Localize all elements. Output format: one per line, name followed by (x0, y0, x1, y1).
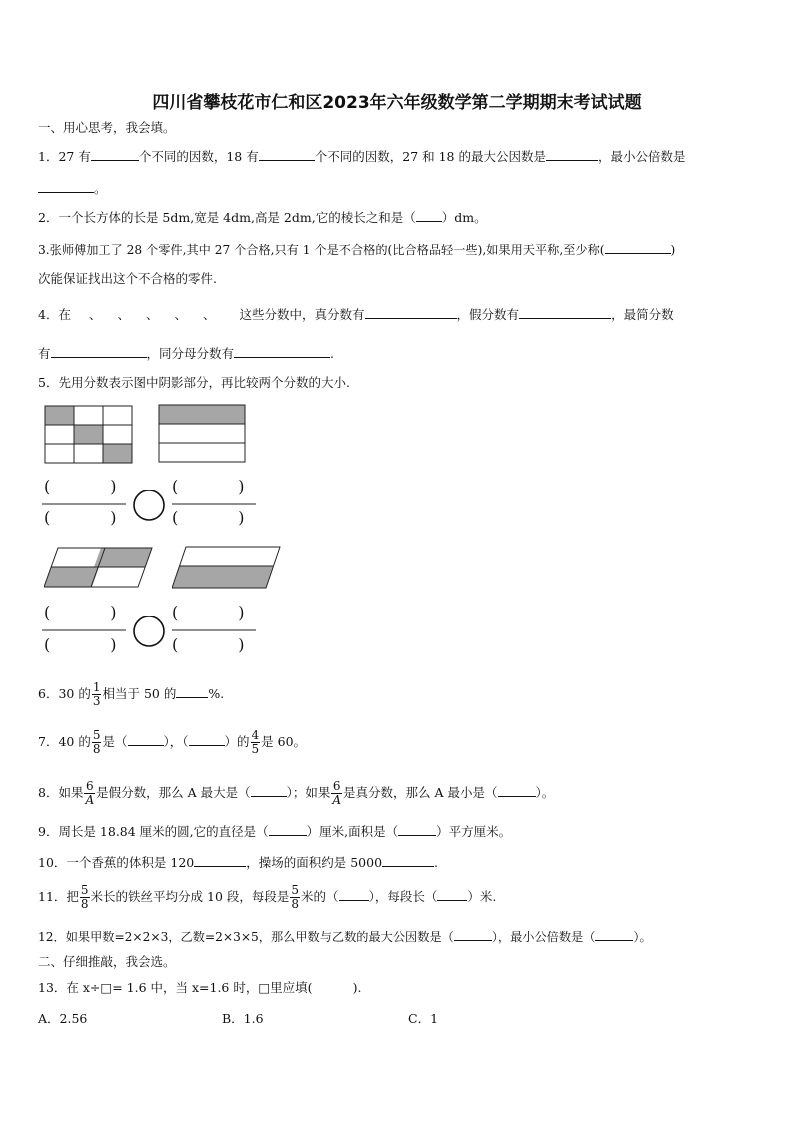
fraction: $\frac{1}{3}$ (92, 680, 101, 708)
answer-fraction-right-2-den: ( ) (172, 635, 245, 654)
question-3: 3.张师傅加工了 28 个零件,其中 27 个合格,只有 1 个是不合格的(比合格品轻一些),如果用天平称,至少称( ) (38, 240, 675, 258)
compare-row-1 (40, 490, 265, 530)
question-2: 2．一个长方体的长是 5dm,宽是 4dm,高是 2dm,它的棱长之和是（ ）dm。 (38, 210, 487, 225)
question-9: 9．周长是 18.84 厘米的圆,它的直径是（ ）厘米,面积是（ ）平方厘米。 (38, 824, 512, 839)
strip-figure (158, 404, 248, 464)
question-4-cont: 有 ，同分母分数有 . (38, 346, 335, 361)
question-10: 10．一个香蕉的体积是 120 ，操场的面积约是 5000 . (38, 855, 439, 870)
compare-circle[interactable] (134, 616, 164, 646)
question-12: 12．如果甲数=2×2×3，乙数=2×3×5，那么甲数与乙数的最大公因数是（ ），最小公倍数是（ ）。 (38, 927, 652, 945)
option-a[interactable]: A．2.56 (38, 1011, 88, 1026)
shaded-part (172, 566, 273, 588)
shaded-cell (103, 444, 132, 463)
answer-fraction-left-1: ( ) (44, 477, 117, 496)
answer-fraction-right-1-den: ( ) (172, 508, 245, 527)
shaded-part (44, 567, 99, 587)
fraction: $\frac{6}{A}$ (85, 779, 95, 807)
grid-figure (44, 405, 134, 465)
question-1-cont: 。 (38, 179, 107, 197)
fraction: $\frac{5}{8}$ (80, 883, 89, 911)
answer-fraction-left-2: ( ) (44, 603, 117, 622)
answer-fraction-left-1-den: ( ) (44, 508, 117, 527)
section-heading-2: 二、仔细推敲，我会选。 (38, 954, 176, 969)
fraction: $\frac{6}{A}$ (332, 779, 342, 807)
option-b[interactable]: B．1.6 (222, 1011, 264, 1026)
fraction: $\frac{5}{8}$ (92, 728, 101, 756)
question-6: 6．30 的 $\frac{1}{3}$ 相当于 50 的 %. (38, 680, 225, 708)
option-c[interactable]: C．1 (408, 1011, 439, 1026)
question-5: 5．先用分数表示图中阴影部分，再比较两个分数的大小. (38, 375, 350, 390)
question-1: 1．27 有 个不同的因数，18 有 个不同的因数，27 和 18 的最大公因数是 ，最小公倍数是 (38, 149, 686, 164)
page-title: 四川省攀枝花市仁和区2023年六年级数学第二学期期末考试试题 (152, 93, 642, 113)
parallelogram-figure-1 (44, 547, 156, 589)
shaded-cell (74, 425, 103, 444)
question-4: 4．在 、 、 、 、 、 这些分数中，真分数有 ，假分数有 ，最简分数 (38, 307, 674, 322)
shaded-part (94, 548, 152, 567)
section-heading-1: 一、用心思考，我会填。 (38, 120, 176, 135)
answer-fraction-right-1: ( ) (172, 477, 245, 496)
answer-fraction-left-2-den: ( ) (44, 635, 117, 654)
shaded-cell (45, 406, 74, 425)
compare-circle[interactable] (134, 490, 164, 520)
question-11: 11．把 $\frac{5}{8}$ 米长的铁丝平均分成 10 段，每段是 $\frac{5}{8}$ 米的（ ），每段长（ ）米. (38, 883, 497, 911)
shaded-row (159, 405, 245, 424)
fraction: $\frac{4}{5}$ (251, 728, 260, 756)
question-13: 13．在 x÷□= 1.6 中，当 x=1.6 时，□里应填( ). (38, 980, 362, 995)
question-8: 8．如果 $\frac{6}{A}$ 是假分数，那么 A 最大是（ ）；如果 $\frac{6}{A}$ 是真分数，那么 A 最小是（ ）。 (38, 779, 555, 807)
fraction: $\frac{5}{8}$ (291, 883, 300, 911)
question-7: 7．40 的 $\frac{5}{8}$ 是（ ），（ ）的 $\frac{4}{5}$ 是 60。 (38, 728, 307, 756)
answer-fraction-right-2: ( ) (172, 603, 245, 622)
question-3-cont: 次能保证找出这个不合格的零件. (38, 271, 217, 286)
parallelogram-figure-2 (172, 546, 284, 590)
compare-row-2 (40, 616, 265, 656)
